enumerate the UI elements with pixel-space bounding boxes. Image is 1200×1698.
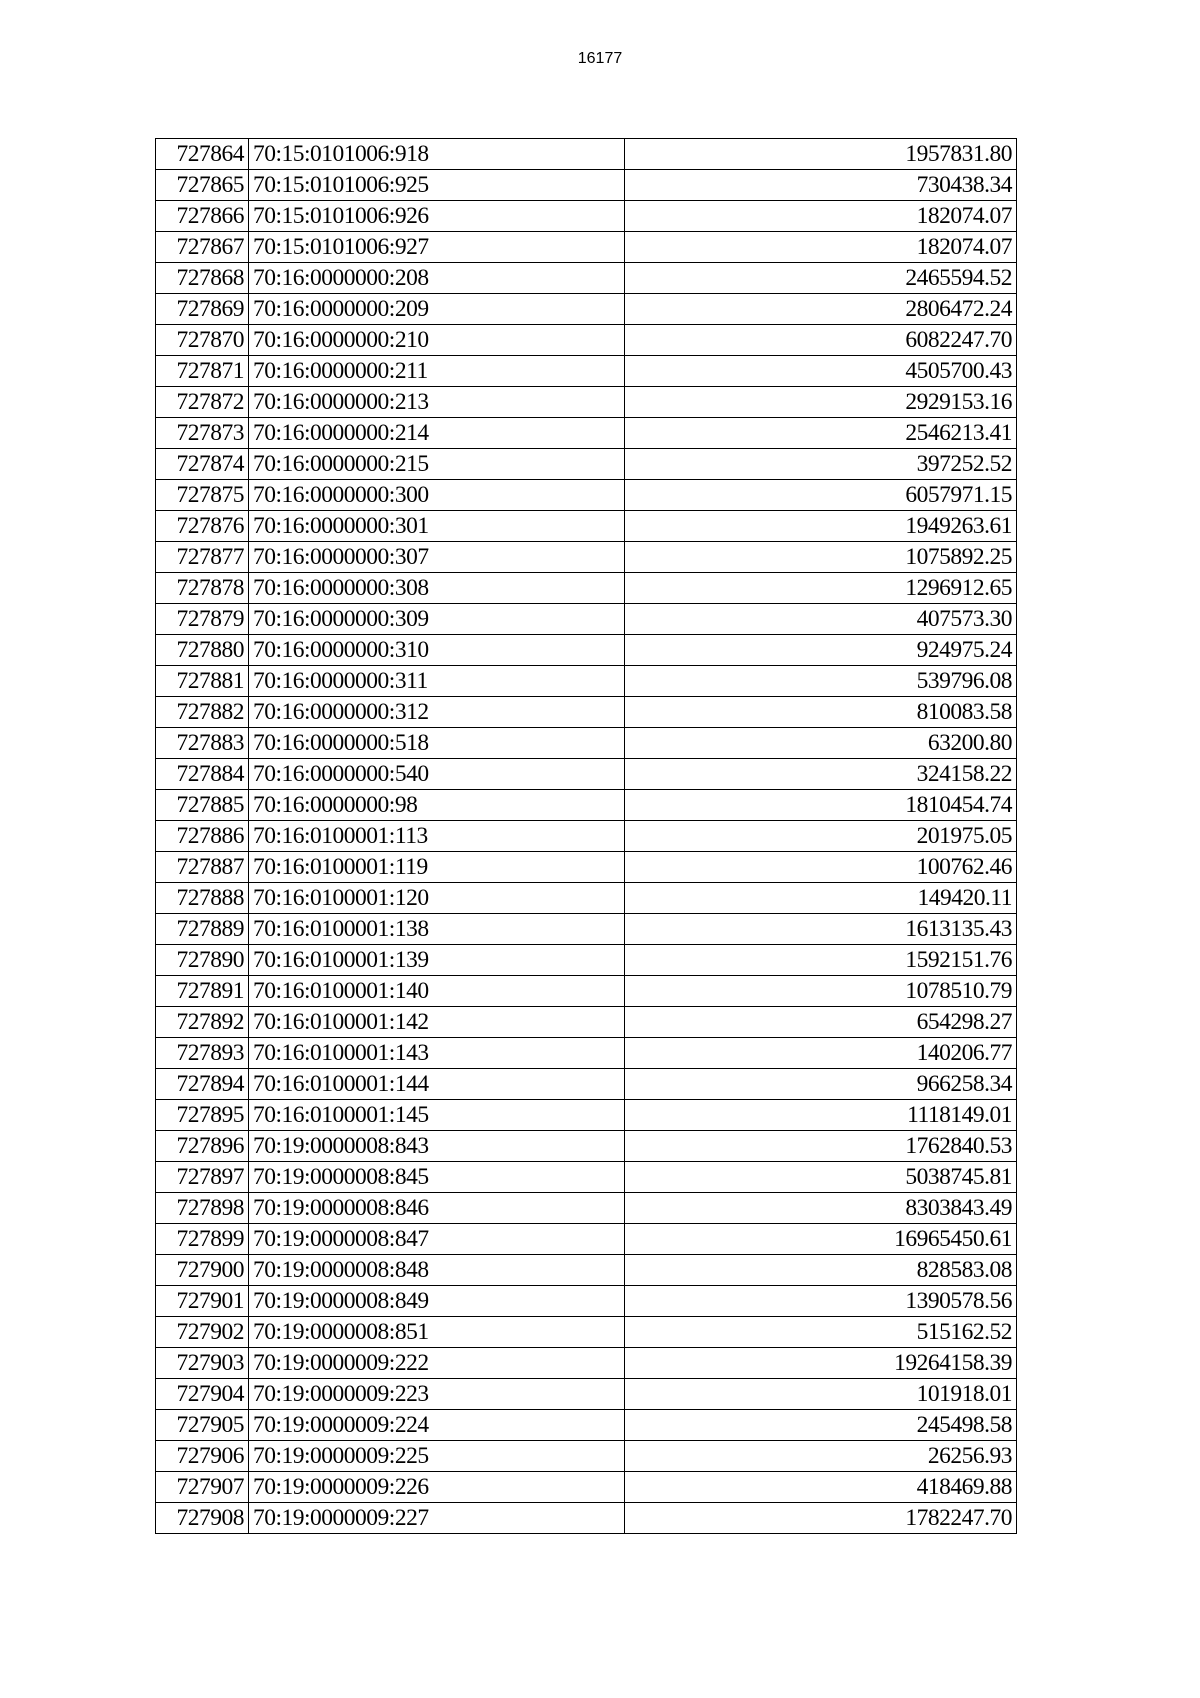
cadastral-number-cell: 70:16:0000000:209 (249, 294, 625, 325)
cadastral-value-cell: 1613135.43 (625, 914, 1017, 945)
table-row (156, 604, 1017, 635)
row-number-cell: 727872 (156, 387, 249, 418)
cadastral-number-cell: 70:15:0101006:918 (249, 139, 625, 170)
row-number-cell: 727878 (156, 573, 249, 604)
cadastral-value-cell: 140206.77 (625, 1038, 1017, 1069)
cadastral-value-cell: 245498.58 (625, 1410, 1017, 1441)
table-row (156, 1069, 1017, 1100)
row-number-cell: 727883 (156, 728, 249, 759)
cadastral-value-cell: 4505700.43 (625, 356, 1017, 387)
table-row (156, 697, 1017, 728)
table-row (156, 852, 1017, 883)
cadastral-number-cell: 70:16:0000000:211 (249, 356, 625, 387)
row-number-cell: 727871 (156, 356, 249, 387)
table-row (156, 201, 1017, 232)
cadastral-value-cell: 1762840.53 (625, 1131, 1017, 1162)
table-row (156, 1255, 1017, 1286)
table-row (156, 883, 1017, 914)
cadastral-number-cell: 70:16:0000000:214 (249, 418, 625, 449)
cadastral-number-cell: 70:16:0000000:210 (249, 325, 625, 356)
table-row (156, 976, 1017, 1007)
cadastral-value-cell: 2465594.52 (625, 263, 1017, 294)
row-number-cell: 727904 (156, 1379, 249, 1410)
cadastral-value-cell: 201975.05 (625, 821, 1017, 852)
cadastral-value-cell: 182074.07 (625, 232, 1017, 263)
table-row (156, 1131, 1017, 1162)
row-number-cell: 727893 (156, 1038, 249, 1069)
table-row (156, 1007, 1017, 1038)
cadastral-number-cell: 70:19:0000008:851 (249, 1317, 625, 1348)
cadastral-value-cell: 2806472.24 (625, 294, 1017, 325)
cadastral-value-cell: 810083.58 (625, 697, 1017, 728)
cadastral-number-cell: 70:16:0000000:518 (249, 728, 625, 759)
row-number-cell: 727889 (156, 914, 249, 945)
cadastral-value-cell: 6082247.70 (625, 325, 1017, 356)
table-row (156, 511, 1017, 542)
row-number-cell: 727876 (156, 511, 249, 542)
row-number-cell: 727895 (156, 1100, 249, 1131)
row-number-cell: 727870 (156, 325, 249, 356)
page-number: 16177 (577, 50, 623, 67)
cadastral-number-cell: 70:15:0101006:926 (249, 201, 625, 232)
cadastral-value-cell: 397252.52 (625, 449, 1017, 480)
cadastral-number-cell: 70:16:0100001:113 (249, 821, 625, 852)
row-number-cell: 727879 (156, 604, 249, 635)
row-number-cell: 727875 (156, 480, 249, 511)
row-number-cell: 727884 (156, 759, 249, 790)
row-number-cell: 727903 (156, 1348, 249, 1379)
row-number-cell: 727882 (156, 697, 249, 728)
cadastral-number-cell: 70:16:0100001:145 (249, 1100, 625, 1131)
cadastral-number-cell: 70:16:0100001:139 (249, 945, 625, 976)
cadastral-value-cell: 26256.93 (625, 1441, 1017, 1472)
cadastral-number-cell: 70:15:0101006:927 (249, 232, 625, 263)
row-number-cell: 727890 (156, 945, 249, 976)
cadastral-number-cell: 70:16:0000000:312 (249, 697, 625, 728)
table-row (156, 1472, 1017, 1503)
cadastral-number-cell: 70:19:0000009:225 (249, 1441, 625, 1472)
cadastral-value-cell: 19264158.39 (625, 1348, 1017, 1379)
row-number-cell: 727901 (156, 1286, 249, 1317)
cadastral-value-cell: 539796.08 (625, 666, 1017, 697)
table-row (156, 914, 1017, 945)
row-number-cell: 727868 (156, 263, 249, 294)
table-row (156, 449, 1017, 480)
table-row (156, 759, 1017, 790)
cadastral-value-cell: 407573.30 (625, 604, 1017, 635)
cadastral-value-cell: 1949263.61 (625, 511, 1017, 542)
row-number-cell: 727886 (156, 821, 249, 852)
table-row (156, 1410, 1017, 1441)
table-row (156, 325, 1017, 356)
table-row (156, 418, 1017, 449)
cadastral-value-cell: 515162.52 (625, 1317, 1017, 1348)
row-number-cell: 727899 (156, 1224, 249, 1255)
cadastral-number-cell: 70:16:0000000:208 (249, 263, 625, 294)
row-number-cell: 727900 (156, 1255, 249, 1286)
cadastral-value-cell: 1782247.70 (625, 1503, 1017, 1534)
table-row (156, 1038, 1017, 1069)
cadastral-value-cell: 1296912.65 (625, 573, 1017, 604)
cadastral-number-cell: 70:19:0000009:224 (249, 1410, 625, 1441)
cadastral-value-cell: 2929153.16 (625, 387, 1017, 418)
cadastral-number-cell: 70:19:0000008:845 (249, 1162, 625, 1193)
cadastral-number-cell: 70:16:0100001:144 (249, 1069, 625, 1100)
cadastral-number-cell: 70:16:0000000:98 (249, 790, 625, 821)
row-number-cell: 727897 (156, 1162, 249, 1193)
cadastral-number-cell: 70:19:0000008:849 (249, 1286, 625, 1317)
row-number-cell: 727902 (156, 1317, 249, 1348)
row-number-cell: 727907 (156, 1472, 249, 1503)
cadastral-value-cell: 654298.27 (625, 1007, 1017, 1038)
cadastral-value-cell: 1592151.76 (625, 945, 1017, 976)
cadastral-value-cell: 63200.80 (625, 728, 1017, 759)
table-row (156, 356, 1017, 387)
row-number-cell: 727877 (156, 542, 249, 573)
table-row (156, 387, 1017, 418)
cadastral-number-cell: 70:16:0000000:301 (249, 511, 625, 542)
cadastral-value-cell: 418469.88 (625, 1472, 1017, 1503)
cadastral-value-cell: 730438.34 (625, 170, 1017, 201)
table-row (156, 1441, 1017, 1472)
cadastral-number-cell: 70:19:0000009:227 (249, 1503, 625, 1534)
table-row (156, 542, 1017, 573)
cadastral-value-cell: 1075892.25 (625, 542, 1017, 573)
row-number-cell: 727869 (156, 294, 249, 325)
cadastral-number-cell: 70:16:0000000:309 (249, 604, 625, 635)
row-number-cell: 727905 (156, 1410, 249, 1441)
cadastral-number-cell: 70:16:0100001:142 (249, 1007, 625, 1038)
cadastral-number-cell: 70:19:0000008:843 (249, 1131, 625, 1162)
table-row (156, 294, 1017, 325)
table-row (156, 1286, 1017, 1317)
table-row (156, 1162, 1017, 1193)
cadastral-number-cell: 70:16:0000000:307 (249, 542, 625, 573)
cadastral-value-cell: 1118149.01 (625, 1100, 1017, 1131)
table-row (156, 1317, 1017, 1348)
row-number-cell: 727864 (156, 139, 249, 170)
row-number-cell: 727865 (156, 170, 249, 201)
row-number-cell: 727906 (156, 1441, 249, 1472)
cadastral-number-cell: 70:19:0000009:222 (249, 1348, 625, 1379)
table-row (156, 1503, 1017, 1534)
cadastral-value-cell: 6057971.15 (625, 480, 1017, 511)
cadastral-value-cell: 1810454.74 (625, 790, 1017, 821)
row-number-cell: 727873 (156, 418, 249, 449)
cadastral-number-cell: 70:16:0000000:311 (249, 666, 625, 697)
table-row (156, 1193, 1017, 1224)
cadastral-number-cell: 70:16:0000000:300 (249, 480, 625, 511)
cadastral-number-cell: 70:19:0000008:847 (249, 1224, 625, 1255)
cadastral-value-cell: 2546213.41 (625, 418, 1017, 449)
table-row (156, 790, 1017, 821)
cadastral-value-cell: 16965450.61 (625, 1224, 1017, 1255)
cadastral-value-cell: 1957831.80 (625, 139, 1017, 170)
cadastral-number-cell: 70:16:0100001:120 (249, 883, 625, 914)
cadastral-number-cell: 70:16:0100001:140 (249, 976, 625, 1007)
row-number-cell: 727881 (156, 666, 249, 697)
table-row (156, 821, 1017, 852)
table-row (156, 945, 1017, 976)
table-row (156, 1100, 1017, 1131)
table-row (156, 1379, 1017, 1410)
table-row (156, 170, 1017, 201)
row-number-cell: 727888 (156, 883, 249, 914)
cadastral-number-cell: 70:19:0000009:226 (249, 1472, 625, 1503)
cadastral-value-table (155, 138, 1017, 1534)
row-number-cell: 727891 (156, 976, 249, 1007)
row-number-cell: 727880 (156, 635, 249, 666)
cadastral-value-cell: 5038745.81 (625, 1162, 1017, 1193)
cadastral-value-cell: 8303843.49 (625, 1193, 1017, 1224)
row-number-cell: 727887 (156, 852, 249, 883)
table-row (156, 480, 1017, 511)
table-row (156, 263, 1017, 294)
table-row (156, 666, 1017, 697)
cadastral-value-cell: 149420.11 (625, 883, 1017, 914)
cadastral-value-cell: 1078510.79 (625, 976, 1017, 1007)
row-number-cell: 727892 (156, 1007, 249, 1038)
cadastral-value-cell: 1390578.56 (625, 1286, 1017, 1317)
cadastral-number-cell: 70:16:0000000:213 (249, 387, 625, 418)
row-number-cell: 727898 (156, 1193, 249, 1224)
table-row (156, 635, 1017, 666)
cadastral-number-cell: 70:16:0100001:143 (249, 1038, 625, 1069)
table-row (156, 1348, 1017, 1379)
row-number-cell: 727908 (156, 1503, 249, 1534)
row-number-cell: 727896 (156, 1131, 249, 1162)
cadastral-value-cell: 828583.08 (625, 1255, 1017, 1286)
cadastral-value-cell: 324158.22 (625, 759, 1017, 790)
row-number-cell: 727894 (156, 1069, 249, 1100)
cadastral-number-cell: 70:16:0000000:215 (249, 449, 625, 480)
cadastral-number-cell: 70:19:0000008:846 (249, 1193, 625, 1224)
cadastral-number-cell: 70:15:0101006:925 (249, 170, 625, 201)
table-row (156, 1224, 1017, 1255)
cadastral-value-cell: 182074.07 (625, 201, 1017, 232)
cadastral-number-cell: 70:16:0100001:138 (249, 914, 625, 945)
cadastral-number-cell: 70:19:0000009:223 (249, 1379, 625, 1410)
table-row (156, 139, 1017, 170)
cadastral-number-cell: 70:16:0000000:540 (249, 759, 625, 790)
row-number-cell: 727866 (156, 201, 249, 232)
table-body (156, 139, 1017, 1534)
cadastral-value-cell: 924975.24 (625, 635, 1017, 666)
cadastral-number-cell: 70:19:0000008:848 (249, 1255, 625, 1286)
table-row (156, 232, 1017, 263)
cadastral-value-cell: 100762.46 (625, 852, 1017, 883)
table-row (156, 573, 1017, 604)
table-row (156, 728, 1017, 759)
row-number-cell: 727885 (156, 790, 249, 821)
cadastral-number-cell: 70:16:0000000:308 (249, 573, 625, 604)
cadastral-number-cell: 70:16:0100001:119 (249, 852, 625, 883)
cadastral-value-cell: 101918.01 (625, 1379, 1017, 1410)
cadastral-number-cell: 70:16:0000000:310 (249, 635, 625, 666)
row-number-cell: 727874 (156, 449, 249, 480)
cadastral-value-cell: 966258.34 (625, 1069, 1017, 1100)
row-number-cell: 727867 (156, 232, 249, 263)
